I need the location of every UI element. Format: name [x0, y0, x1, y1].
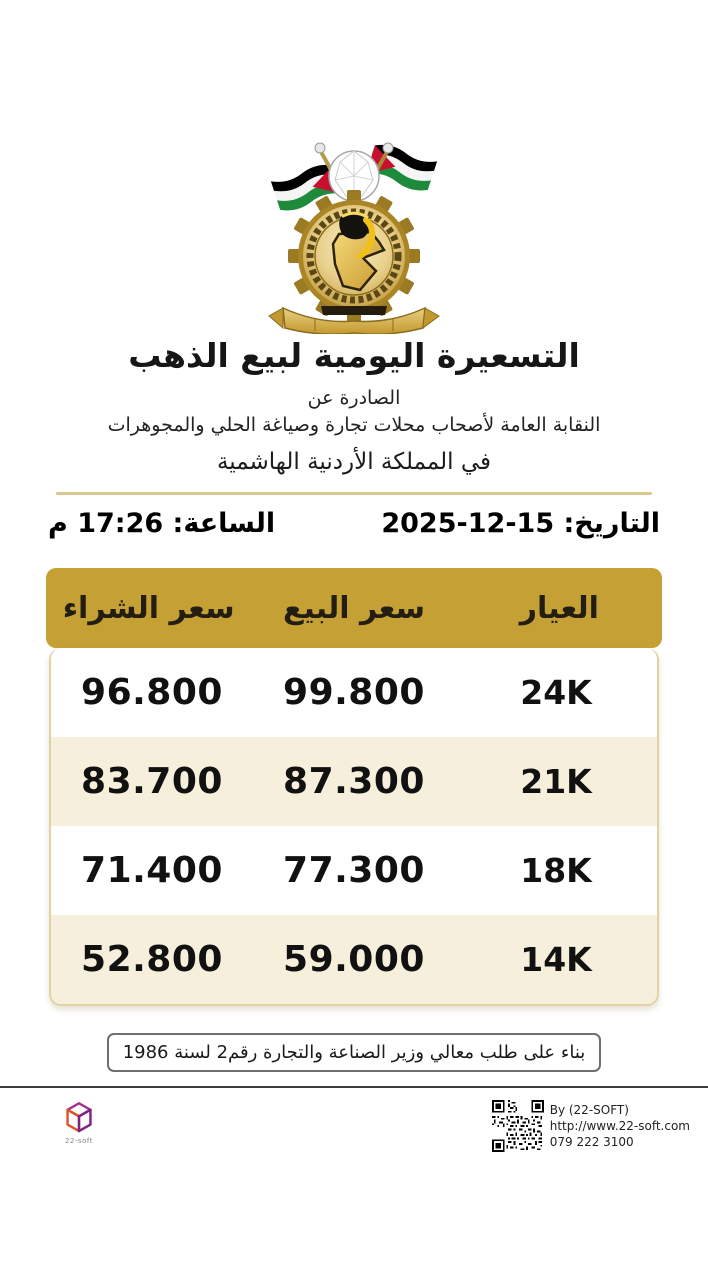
table-header — [46, 568, 662, 648]
karat-value: 14K — [520, 940, 592, 979]
credit-phone: 079 222 3100 — [549, 1135, 634, 1150]
ministry-note: بناء على طلب معالي وزير الصناعة والتجارة رقم2 لسنة 1986 — [107, 1033, 602, 1072]
section-divider — [56, 492, 652, 495]
column-header-buy: سعر الشراء — [62, 590, 235, 626]
gold-price-table — [46, 568, 662, 1006]
buy-price: 52.800 — [81, 939, 223, 980]
emblem-container — [0, 0, 708, 334]
column-header-karat: العيار — [519, 590, 599, 626]
karat-value: 18K — [520, 851, 592, 890]
buy-price: 96.800 — [81, 672, 223, 713]
karat-value: 24K — [520, 673, 592, 712]
column-header-sell: سعر البيع — [282, 590, 426, 626]
table-row — [51, 648, 657, 737]
note-container — [0, 1033, 708, 1072]
credit-url: http://www.22-soft.com — [549, 1119, 690, 1134]
table-body — [49, 648, 659, 1006]
brand-caption: 22-soft — [65, 1137, 93, 1145]
sell-price: 87.300 — [283, 761, 425, 802]
syndicate-emblem — [263, 138, 445, 334]
table-row — [51, 826, 657, 915]
brand-block — [62, 1100, 96, 1145]
datetime-row — [48, 508, 660, 539]
sell-price: 59.000 — [283, 939, 425, 980]
table-row — [51, 737, 657, 826]
buy-price: 83.700 — [81, 761, 223, 802]
cube-logo-icon — [62, 1100, 96, 1136]
page-title: التسعيرة اليومية لبيع الذهب — [128, 336, 580, 375]
credit-by: By (22-SOFT) — [549, 1103, 629, 1117]
country-line: في المملكة الأردنية الهاشمية — [216, 449, 492, 475]
qr-code — [492, 1100, 544, 1152]
time-label: الساعة: 17:26 م — [48, 508, 276, 539]
date-label: التاريخ: 15-12-2025 — [381, 508, 660, 539]
credit-block — [492, 1100, 690, 1152]
sell-price: 99.800 — [283, 672, 425, 713]
issuer-name: النقابة العامة لأصحاب محلات تجارة وصياغة الحلي والمجوهرات — [107, 414, 601, 436]
issued-by-label: الصادرة عن — [307, 387, 401, 409]
karat-value: 21K — [520, 762, 592, 801]
footer — [0, 1088, 708, 1152]
table-row — [51, 915, 657, 1004]
sell-price: 77.300 — [283, 850, 425, 891]
buy-price: 71.400 — [81, 850, 223, 891]
credit-text — [550, 1100, 690, 1151]
